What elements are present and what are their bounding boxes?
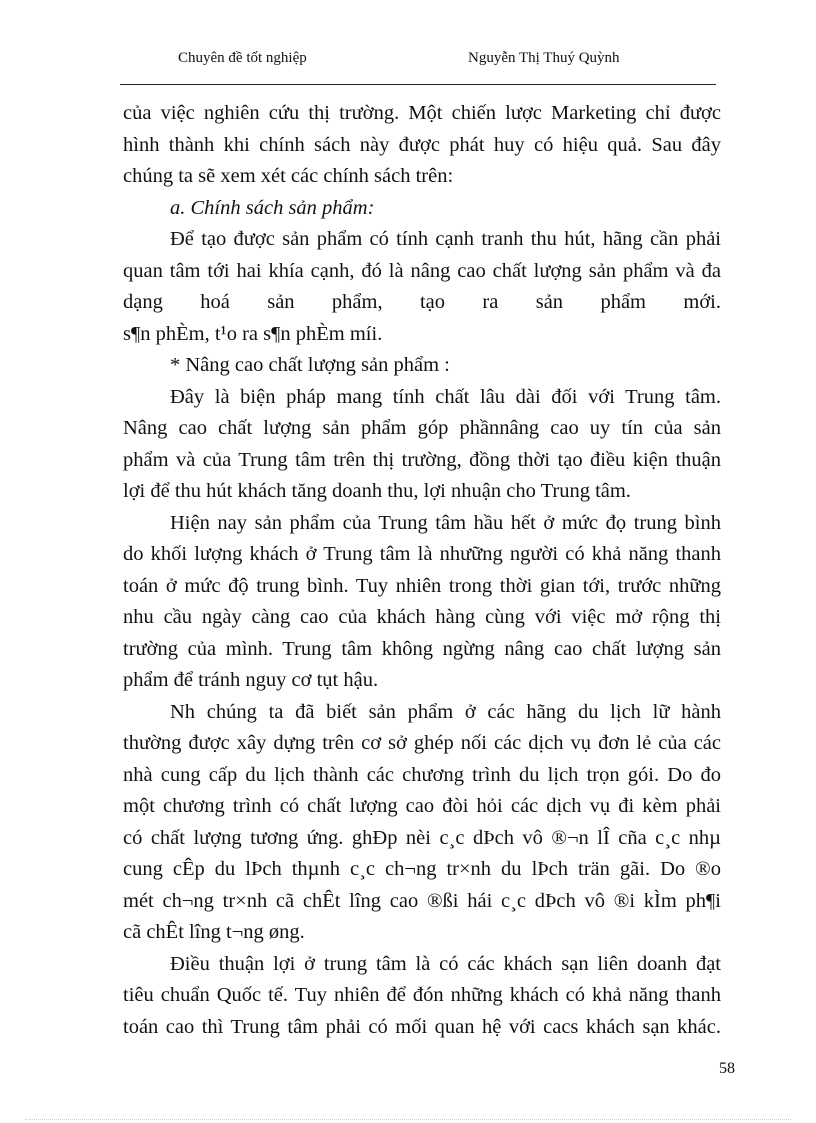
header-title: Chuyên đề tốt nghiệp [178,50,307,66]
text-line: Nâng cao chất lượng sản phẩm góp phầnnâng cao uy tín của sản [123,417,721,439]
text-line: dạng hoá sản phẩm, tạo ra sản phẩm mới. [123,291,721,313]
text-line: Đây là biện pháp mang tính chất lâu dài đối với Trung tâm. [170,385,721,408]
text-line: một chương trình có chất lượng cao đòi hỏi các dịch vụ đi kèm phải [123,795,721,817]
subheading: * Nâng cao chất lượng sản phẩm : [170,354,450,376]
text-line: phẩm để tránh nguy cơ tụt hậu. [123,669,379,691]
text-line: do khối lượng khách ở Trung tâm là nhưững người có khả năng thanh [123,543,721,565]
text-line: mét ch¬ng tr×nh cã chÊt lîng cao ®ßi hái c¸c dÞch vô ®i kÌm ph¶i [123,889,721,912]
page-body [123,98,721,1043]
text-line: Nh chúng ta đã biết sản phẩm ở các hãng du lịch lữ hành [170,700,721,723]
text-line: tiêu chuẩn Quốc tế. Tuy nhiên để đón những khách có khả năng thanh [123,984,721,1006]
text-line: hình thành khi chính sách này được phát huy có hiệu quả. Sau đây [123,133,721,156]
page-header [0,50,816,80]
text-line: nhà cung cấp du lịch thành các chương trình du lịch trọn gói. Do đo [123,763,721,786]
page-bottom-border [25,1119,791,1120]
text-line: trường của mình. Trung tâm không ngừng nâng cao chất lượng sản [123,637,721,660]
section-heading: a. Chính sách sản phẩm: [170,196,375,219]
text-line: quan tâm tới hai khía cạnh, đó là nâng cao chất lượng sản phẩm và đa [123,259,721,282]
text-line: phẩm và của Trung tâm trên thị trường, đồng thời tạo điều kiện thuận [123,448,721,471]
text-line: có chất lượng tương ứng. ghÐp nèi c¸c dÞch vô ®¬n lÎ cña c¸c nhµ [123,826,721,849]
text-line: cã chÊt lîng t¬ng øng. [123,921,305,943]
text-line: cung cÊp du lÞch thµnh c¸c ch¬ng tr×nh du lÞch trän gãi. Do ®o [123,858,721,880]
header-rule [120,84,716,85]
text-line: chúng ta sẽ xem xét các chính sách trên: [123,165,454,187]
text-line: của việc nghiên cứu thị trường. Một chiến lược Marketing chỉ được [123,102,721,124]
text-line: lợi để thu hút khách tăng doanh thu, lợi nhuận cho Trung tâm. [123,480,631,502]
text-line: toán ở mức độ trung bình. Tuy nhiên trong thời gian tới, trước những [123,574,721,597]
page-number: 58 [719,1060,735,1077]
text-line: Để tạo được sản phẩm có tính cạnh tranh thu hút, hãng cần phải [170,228,721,250]
text-line: Hiện nay sản phẩm của Trung tâm hầu hết ở mức đọ trung bình [170,511,721,534]
text-line: Điều thuận lợi ở trung tâm là có các khách sạn liên doanh đạt [170,952,721,975]
text-line: nhu cầu ngày càng cao của khách hàng cùng với việc mở rộng thị [123,606,721,628]
text-line: s¶n phÈm, t¹o ra s¶n phÈm míi. [123,322,383,345]
text-line: toán cao thì Trung tâm phải có mối quan hệ với cacs khách sạn khác. [123,1015,721,1038]
header-author: Nguyễn Thị Thuý Quỳnh [468,50,620,66]
text-line: thường được xây dựng trên cơ sở ghép nối các dịch vụ đơn lẻ của các [123,732,721,754]
